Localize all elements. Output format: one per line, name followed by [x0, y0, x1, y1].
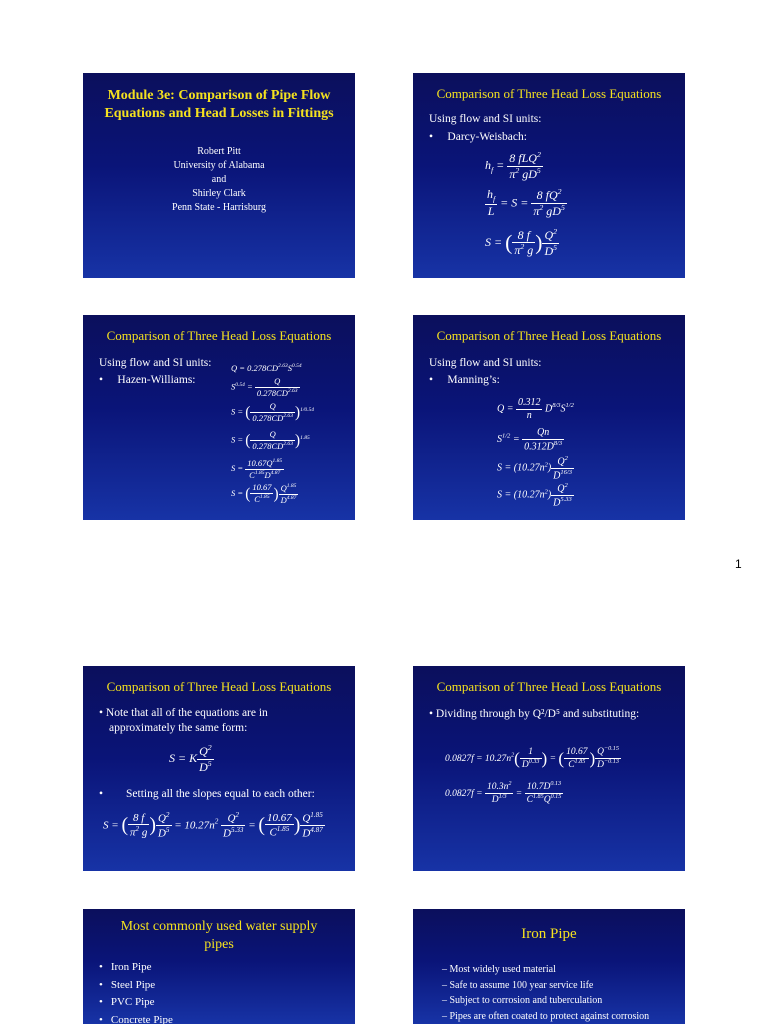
list-item: • PVC Pipe [99, 994, 173, 1012]
slide-pipe-types [83, 909, 355, 1024]
list-item: – Pipes are often coated to protect against corrosion [442, 1010, 650, 1022]
slide-heading: Comparison of Three Head Loss Equations [106, 328, 332, 343]
bullet-item: • Setting all the slopes equal to each other: [99, 788, 315, 800]
equation: $S = (10.27n^2)$ $\frac{Q^2}{D^{16/3}}$ [497, 455, 572, 482]
equation: $Q = 0.278CD^{2.63}S^{0.54}$ [231, 363, 302, 373]
intro-text: Using flow and SI units: [429, 113, 542, 125]
equation: S = ( $\frac{Q}{0.278CD^{2.63}}$ )$^{1.85}$ [231, 429, 310, 451]
list-item: • Iron Pipe [99, 959, 173, 977]
author-block [83, 145, 355, 215]
bullet-text: Setting all the slopes equal to each other: [126, 788, 315, 800]
slide-heading: Comparison of Three Head Loss Equations [436, 86, 662, 101]
equation: $S = (10.27n^2)$ $\frac{Q^2}{D^{5.33}}$ [497, 482, 572, 509]
equation: $\frac{h_f}{L}$ = S = $\frac{8 fQ^2}{\pi^2 gD^5}$ [487, 187, 565, 219]
bullet-item: • Manning’s: [429, 374, 500, 386]
equation: $S^{1/2}$ = $\frac{Qn}{0.312D^{8/3}}$ [497, 427, 563, 452]
slide-iron-pipe [413, 909, 685, 1024]
bullet-item: • Darcy-Weisbach: [429, 131, 527, 143]
equation: S = K $\frac{Q^2}{D^5}$ [169, 743, 212, 774]
list-item: – Most widely used material [442, 964, 556, 975]
pipe-list [99, 959, 173, 1024]
slide-mannings [413, 315, 685, 520]
bullet-text: Manning’s: [447, 374, 500, 386]
equation: Q = $\frac{0.312}{n}$ $D^{8/3}S^{1/2}$ [497, 397, 574, 421]
list-item: – Safe to assume 100 year service life [442, 979, 594, 991]
slide-title [83, 73, 355, 278]
slide-darcy-weisbach [413, 73, 685, 278]
list-item: – Subject to corrosion and tuberculation [442, 995, 603, 1006]
slide-substituting [413, 666, 685, 871]
intro-text: Using flow and SI units: [99, 357, 212, 369]
author-line: University of Alabama [173, 160, 265, 171]
intro-text: Using flow and SI units: [429, 357, 542, 369]
equation: S = ( $\frac{10.67}{C^{1.85}}$ ) $\frac{Q^{1.85}}{D^{4.87}}$ [231, 482, 297, 505]
bullet-text: Darcy-Weisbach: [447, 131, 527, 143]
slide-heading: Iron Pipe [521, 926, 577, 942]
bullet-item: • Dividing through by Q²/D⁵ and substituting: [429, 708, 640, 720]
page-number: 1 [735, 557, 742, 571]
slide-heading: Most commonly used water supply pipes [120, 919, 318, 952]
list-item: • Steel Pipe [99, 977, 173, 995]
author-line: and [211, 174, 227, 185]
equation: S = ( $\frac{8 f}{\pi^2 g}$ ) $\frac{Q^2}{D^5}$ = $10.27n^2$ $\frac{Q^2}{D^{5.33}}$ = ( $\frac{10.67}{C^{1.85}}$ ) $\frac{Q^{1.85}}{D^{4.87}}$ [103, 811, 323, 840]
equation: $0.0827f = 10.27n^2$( $\frac{1}{D^{0.33}}$ ) = ( $\frac{10.67}{C^{1.85}}$ ) $\frac{Q^{-0.15}}{D^{-0.13}}$ [445, 746, 619, 771]
author-line: Penn State - Harrisburg [172, 202, 266, 213]
list-item: • Concrete Pipe [99, 1012, 173, 1024]
bullet-text: Note that all of the equations are in approximately the same form: [105, 707, 268, 734]
equation: $S^{0.54}$ = $\frac{Q}{0.278CD^{2.63}}$ [231, 376, 298, 398]
author-line: Robert Pitt [197, 146, 241, 157]
bullet-item: • Hazen-Williams: [99, 374, 196, 386]
author-line: Shirley Clark [192, 188, 246, 199]
slide-heading: Comparison of Three Head Loss Equations [106, 679, 332, 694]
bullet-text: Dividing through by Q²/D⁵ and substituting: [435, 708, 640, 720]
equation: S = $\frac{10.67Q^{1.85}}{C^{1.85}D^{4.87}}$ [231, 457, 283, 480]
iron-pipe-list [442, 962, 649, 1024]
equation: S = ( $\frac{Q}{0.278CD^{2.63}}$ )$^{1/0.54}$ [231, 401, 315, 423]
slide-heading: Comparison of Three Head Loss Equations [436, 328, 662, 343]
slide-same-form [83, 666, 355, 871]
bullet-item: • Note that all of the equations are in approximately the same form: [99, 707, 268, 734]
bullet-text: Hazen-Williams: [117, 374, 196, 386]
equation: $h_f$ = $\frac{8 fLQ^2}{\pi^2 gD^5}$ [485, 150, 541, 181]
equation: 0.0827f = $\frac{10.3n^2}{D^{1/3}}$ = $\frac{10.7D^{0.13}}{C^{1.85}Q^{0.15}}$ [445, 781, 562, 806]
slide-hazen-williams [83, 315, 355, 520]
slide-heading: Comparison of Three Head Loss Equations [436, 679, 662, 694]
equation: S = ( $\frac{8 f}{\pi^2 g}$ ) $\frac{Q^2}{D^5}$ [485, 227, 558, 258]
slide-title-heading: Module 3e: Comparison of Pipe Flow Equations and Head Losses in Fittings [104, 88, 334, 121]
